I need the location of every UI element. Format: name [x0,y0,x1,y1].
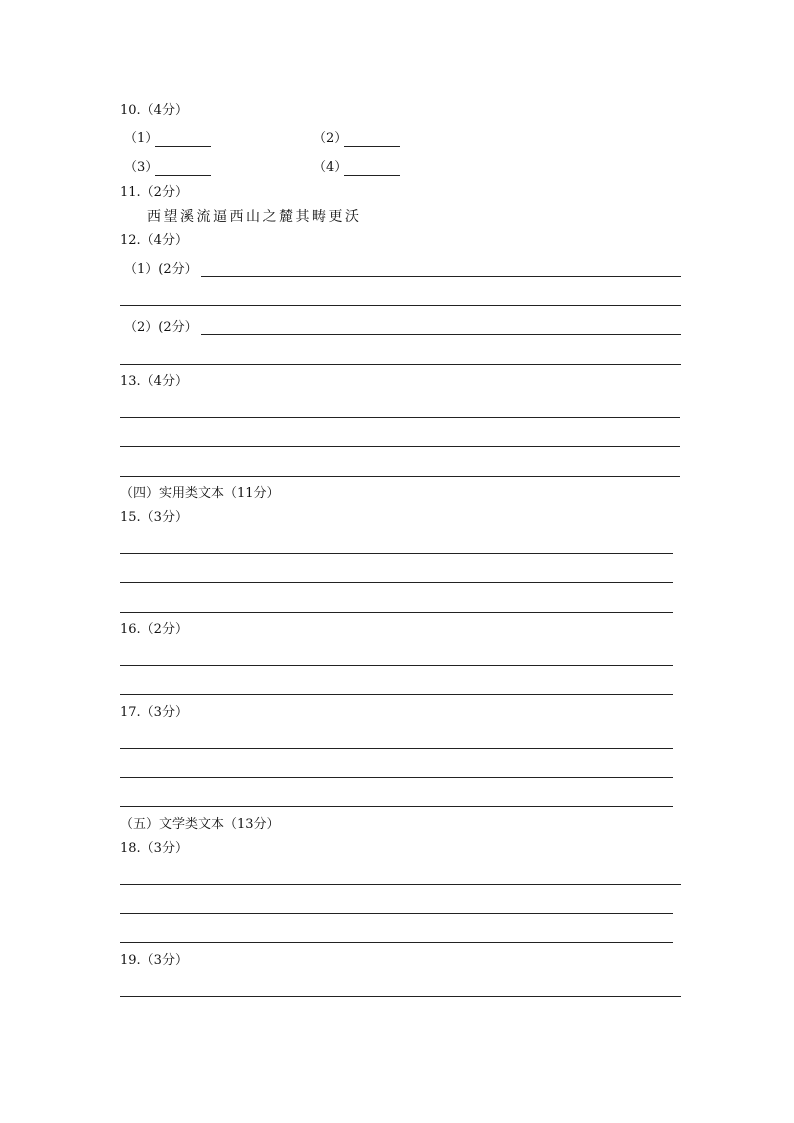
q11-label: 11.（2分） [120,185,188,200]
q17-label: 17.（3分） [120,705,188,720]
q10-blank-4-label: （4） [313,160,348,175]
q13-line-2[interactable] [120,446,680,447]
q12-sub2-line-1[interactable] [201,334,681,335]
q10-blank-3-label: （3） [124,160,159,175]
q11-sentence: 西望溪流逼西山之麓其畴更沃 [147,209,362,225]
q12-sub1-line-2[interactable] [120,305,681,306]
q18-label: 18.（3分） [120,841,188,856]
q19-line-1[interactable] [120,996,681,997]
q12-sub1-label: （1）(2分） [124,262,198,277]
q10-blank-1[interactable] [155,146,211,147]
q13-label: 13.（4分） [120,374,188,389]
q13-line-3[interactable] [120,476,680,477]
q15-line-2[interactable] [120,582,673,583]
q18-line-1[interactable] [120,884,681,885]
q16-line-1[interactable] [120,665,673,666]
q12-sub2-label: （2）(2分） [124,320,198,335]
q15-label: 15.（3分） [120,510,188,525]
q13-line-1[interactable] [120,417,680,418]
q17-line-3[interactable] [120,806,673,807]
q18-line-3[interactable] [120,942,673,943]
q17-line-2[interactable] [120,777,673,778]
q10-blank-2-label: （2） [313,131,348,146]
q15-line-3[interactable] [120,612,673,613]
q18-line-2[interactable] [120,913,673,914]
q19-label: 19.（3分） [120,953,188,968]
section4-title: （四）实用类文本（11分） [120,486,280,501]
q17-line-1[interactable] [120,748,673,749]
q10-blank-2[interactable] [344,146,400,147]
q12-sub1-line-1[interactable] [201,276,681,277]
q16-label: 16.（2分） [120,622,188,637]
q15-line-1[interactable] [120,553,673,554]
section5-title: （五）文学类文本（13分） [120,817,280,832]
q10-blank-3[interactable] [155,175,211,176]
q10-blank-4[interactable] [344,175,400,176]
q10-blank-1-label: （1） [124,131,159,146]
q16-line-2[interactable] [120,694,673,695]
q10-label: 10.（4分） [120,103,188,118]
q12-label: 12.（4分） [120,233,188,248]
q12-sub2-line-2[interactable] [120,364,681,365]
